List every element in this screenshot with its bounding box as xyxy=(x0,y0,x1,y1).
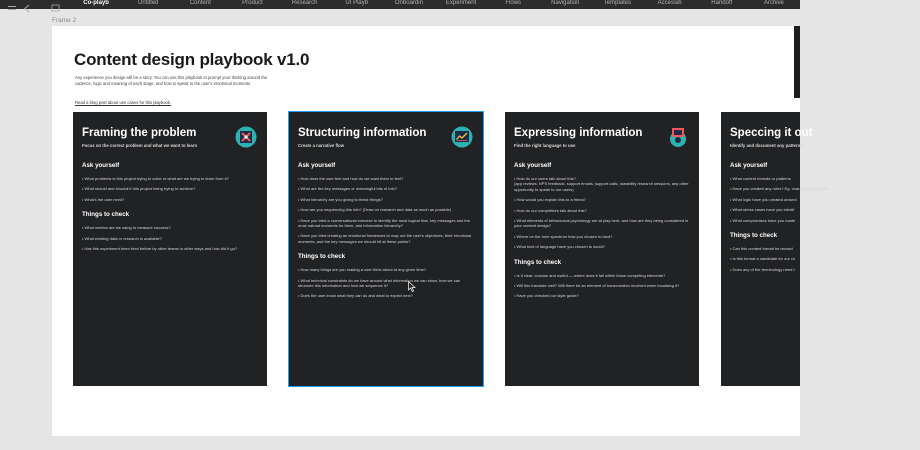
frame-label[interactable]: Frame 2 xyxy=(52,17,77,24)
tab-10[interactable]: Templates xyxy=(603,0,632,6)
card-title: Structuring information xyxy=(298,127,427,139)
card-title: Speccing it out xyxy=(730,127,813,139)
list-item: • Have you checked our style guide? xyxy=(514,293,579,299)
list-item: • What kind of language have you chosen to avoid? xyxy=(514,244,606,250)
tab-3[interactable]: Product xyxy=(242,0,263,6)
tab-5[interactable]: UI Playb xyxy=(345,0,369,6)
card-subtitle: Identify and document any patterns xyxy=(730,143,803,148)
card-expressing[interactable] xyxy=(505,112,699,386)
tab-0[interactable]: Co-playb xyxy=(83,0,109,6)
tab-8[interactable]: Flows xyxy=(505,0,522,6)
list-item: • What are the key messages or meaningful bits of info? xyxy=(298,186,398,192)
grid-icon[interactable] xyxy=(50,0,62,9)
list-item: • What logic have you created around xyxy=(730,196,797,202)
tools-icon xyxy=(235,126,257,148)
app-toolbar xyxy=(0,0,800,9)
list-item: • Does the user know what they can do and what to expect next? xyxy=(298,293,413,299)
list-item: • How do our users talk about this? (app reviews, NPS feedback, support emails, support calls, useability research sessions, any other opportunity to speak to our users) xyxy=(514,176,689,192)
tab-4[interactable]: Research xyxy=(291,0,318,6)
side-panel-edge xyxy=(794,26,800,98)
list-item: • Have you created any rules? Eg. character restrictions xyxy=(730,186,829,192)
tab-9[interactable]: Navigation xyxy=(551,0,580,6)
list-item: • Is this format a candidate for our co xyxy=(730,256,796,262)
card-subtitle: Find the right language to use xyxy=(514,143,576,148)
list-item: • Does any of the terminology need t xyxy=(730,266,795,272)
file-tabs xyxy=(70,0,800,9)
list-item: • Have you tried a conversational exercise to identify the most logical flow, key messages and the most natural moments for them, and information hierarchy? xyxy=(298,217,470,229)
section-heading: Things to check xyxy=(82,211,130,219)
list-item: • How are you sequencing this info? (Draw on research and data as much as possible) xyxy=(298,207,452,213)
section-heading: Ask yourself xyxy=(730,162,768,169)
list-item: • What's the user need? xyxy=(82,196,125,202)
list-item: • What compromises have you made xyxy=(730,217,796,223)
tab-6[interactable]: Onboardin xyxy=(394,0,423,6)
list-item: • Have you tried creating an emotional framework to map out the user's objectives, their emotional moments, and the key messages we should hit at these points? xyxy=(298,233,472,244)
card-subtitle: Focus on the correct problem and what we want to learn xyxy=(82,143,198,148)
blog-link[interactable]: Read a blog post about use cases for this playbook. xyxy=(75,100,172,105)
intro-text: Any experience you design will be a story. You can use this playbook to prompt your thinking around the cadence, logic and meaning of each stage, and how to speak to the user's emotional moments. xyxy=(75,75,268,86)
menu-icon[interactable] xyxy=(6,0,18,9)
card-title: Expressing information xyxy=(514,127,643,139)
tab-1[interactable]: Untitled xyxy=(138,0,159,6)
tab-7[interactable]: Experiment xyxy=(445,0,477,6)
list-item: • How would you explain this to a friend? xyxy=(514,197,586,203)
section-heading: Things to check xyxy=(298,253,346,261)
list-item: • What stress cases have you identif xyxy=(730,207,795,213)
card-title: Framing the problem xyxy=(82,127,197,139)
list-item: • What problems is this project trying to solve or what are we trying to learn from it? xyxy=(82,176,229,181)
list-item: • How many things are you making a user think about at any given time? xyxy=(298,267,427,273)
card-speccing[interactable] xyxy=(721,112,829,386)
list-item: • Is it clear, concise and useful — where does it fall within those competing elements? xyxy=(514,272,666,278)
tab-2[interactable]: Content xyxy=(189,0,211,6)
list-item: • Can this content format be reused xyxy=(730,246,793,252)
list-item: • Where on the tone spectrum how you chosen to land? xyxy=(514,233,613,239)
list-item: • How does the user feel and how do we want them to feel? xyxy=(298,176,404,181)
list-item: • What hierarchy are you giving to these things? xyxy=(298,196,383,202)
page-title: Content design playbook v1.0 xyxy=(74,50,310,69)
list-item: • What technical constraints do we have around what information we can show, how we can structure this information and how we sequence it? xyxy=(298,277,461,289)
list-item: • What metrics are we using to measure success? xyxy=(82,225,171,231)
back-icon[interactable] xyxy=(22,0,34,9)
list-item: • How do our competitors talk about this? xyxy=(514,207,587,213)
tab-13[interactable]: Archive xyxy=(763,0,784,6)
section-heading: Ask yourself xyxy=(514,162,552,169)
list-item: • What elements of behavioural psychology are at play here, and how are they being considered in your content design? xyxy=(514,218,689,229)
card-subtitle: Create a narrative flow xyxy=(298,143,345,148)
list-item: • What existing data or research is available? xyxy=(82,235,162,241)
list-item: • Will this translate well? Will there be an element of transcreation involved when localising it? xyxy=(514,283,680,289)
list-item: • What should and shouldn't this project being trying to achieve? xyxy=(82,186,196,192)
card-framing[interactable] xyxy=(73,112,267,386)
section-heading: Things to check xyxy=(514,258,562,266)
line-chart-icon xyxy=(451,126,473,148)
section-heading: Things to check xyxy=(730,232,778,240)
tab-12[interactable]: Handoff xyxy=(711,0,733,6)
tab-11[interactable]: Accessib xyxy=(657,0,682,6)
list-item: • What content formats or patterns xyxy=(730,176,791,181)
section-heading: Ask yourself xyxy=(82,162,120,169)
card-structuring[interactable] xyxy=(289,112,483,386)
section-heading: Ask yourself xyxy=(298,162,336,169)
mouse-cursor-icon xyxy=(408,279,416,290)
list-item: • Has this experiment been tried before by other teams in other ways and how did it go? xyxy=(82,246,238,252)
speaker-icon xyxy=(667,126,689,148)
